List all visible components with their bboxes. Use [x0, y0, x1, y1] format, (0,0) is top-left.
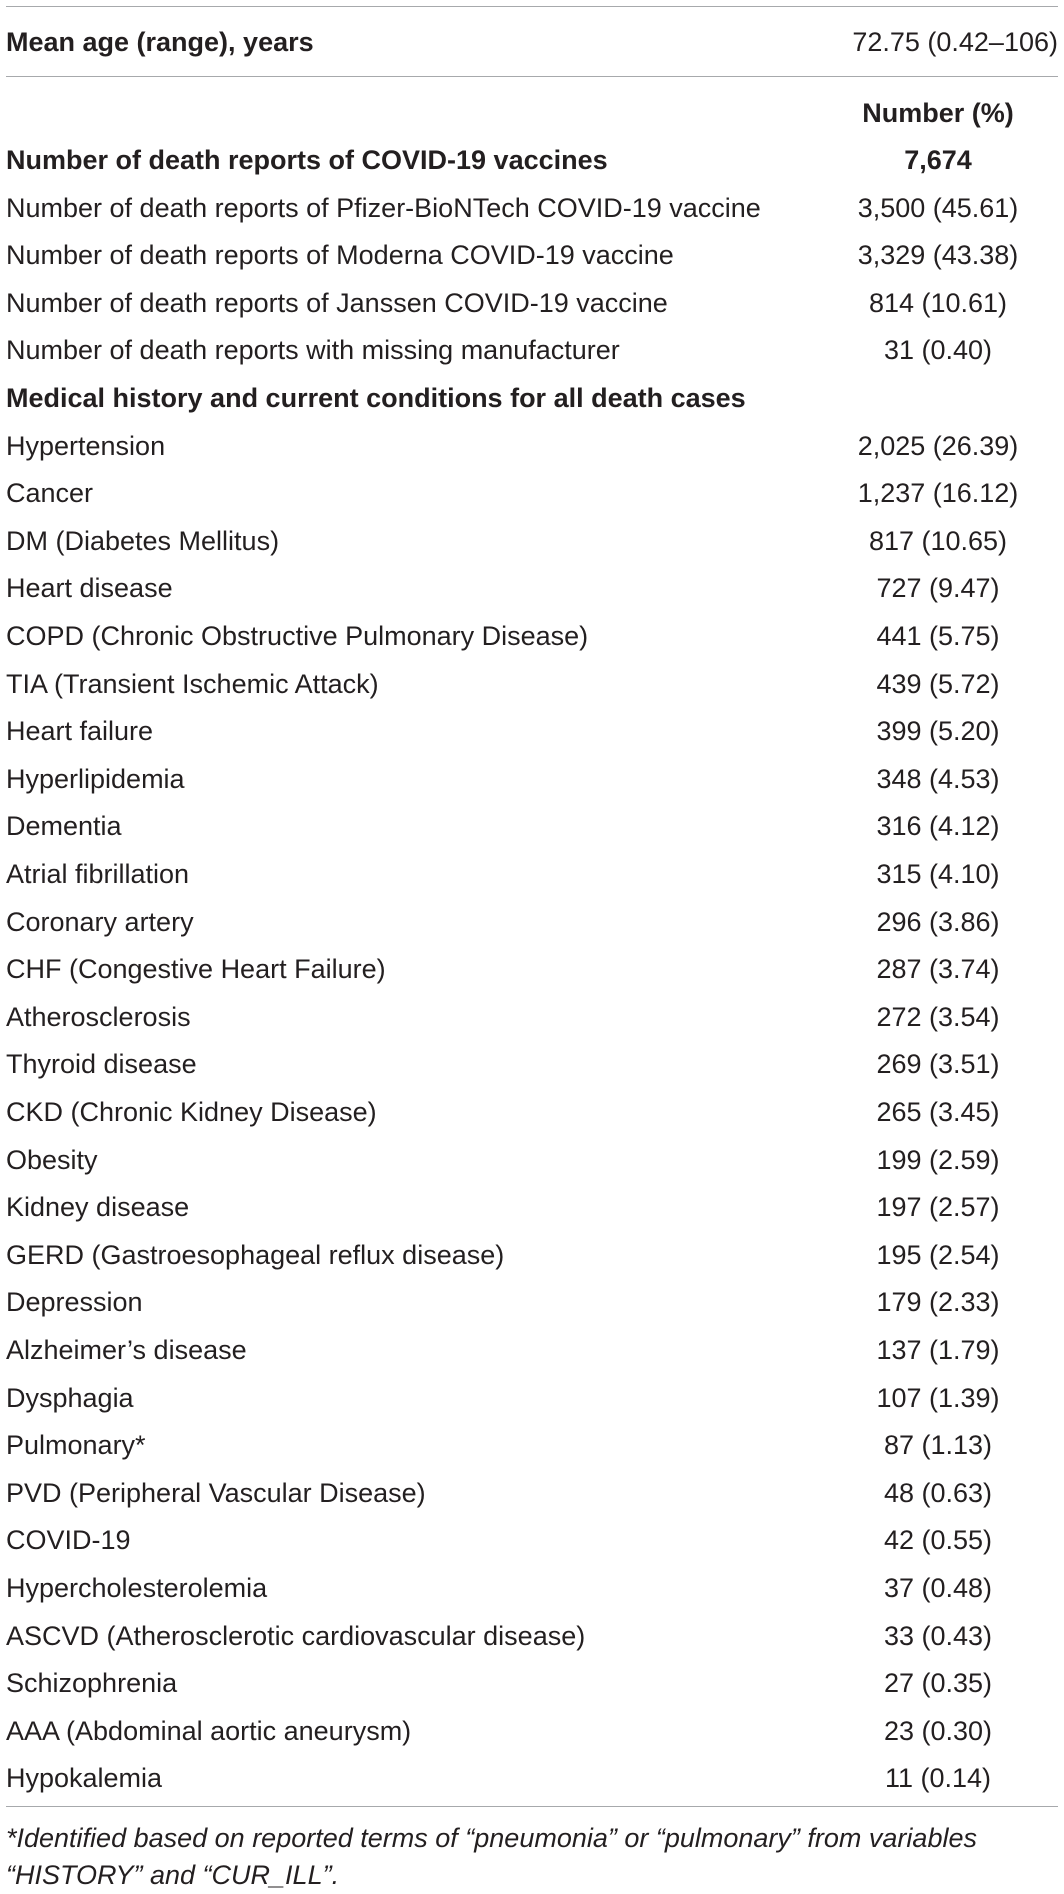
- row-label: COVID-19: [6, 1524, 131, 1555]
- row-value: 197 (2.57): [876, 1191, 1000, 1222]
- row-value: 315 (4.10): [876, 858, 1000, 889]
- table-row: [6, 1380, 1058, 1416]
- row-label: Dementia: [6, 810, 122, 841]
- table-row: [6, 618, 1058, 654]
- table-row: [6, 190, 1058, 226]
- row-label: Number of death reports of COVID-19 vaccines: [6, 144, 608, 175]
- table-row: [6, 1046, 1058, 1082]
- row-label: CKD (Chronic Kidney Disease): [6, 1096, 377, 1127]
- row-value: 3,500 (45.61): [857, 192, 1019, 223]
- column-header-row: [6, 95, 1058, 131]
- table-row: [6, 1570, 1058, 1606]
- row-value: 3,329 (43.38): [857, 239, 1019, 270]
- row-label: Atrial fibrillation: [6, 858, 190, 889]
- table-row: [6, 285, 1058, 321]
- table-row: [6, 1713, 1058, 1749]
- row-value: 37 (0.48): [883, 1572, 993, 1603]
- row-label: Pulmonary*: [6, 1429, 146, 1460]
- row-value: 7,674: [904, 144, 972, 175]
- row-value: 23 (0.30): [883, 1715, 993, 1746]
- table-row: [6, 1332, 1058, 1368]
- table-row: [6, 761, 1058, 797]
- row-label: Alzheimer’s disease: [6, 1334, 247, 1365]
- bottom-rule: [6, 1806, 1058, 1807]
- row-label: Heart disease: [6, 572, 173, 603]
- row-label: Coronary artery: [6, 906, 194, 937]
- row-label: Schizophrenia: [6, 1667, 178, 1698]
- table-row: [6, 951, 1058, 987]
- row-value: 399 (5.20): [876, 715, 1000, 746]
- row-label: CHF (Congestive Heart Failure): [6, 953, 386, 984]
- table-row: [6, 808, 1058, 844]
- row-label: Hypokalemia: [6, 1762, 163, 1793]
- row-value: 296 (3.86): [876, 906, 1000, 937]
- row-label: Number of death reports of Moderna COVID-19 vaccine: [6, 239, 674, 270]
- table-row: [6, 1284, 1058, 1320]
- table-row: [6, 1522, 1058, 1558]
- row-value: 199 (2.59): [876, 1144, 1000, 1175]
- row-label: Number of death reports of Janssen COVID-19 vaccine: [6, 287, 668, 318]
- row-label: Hyperlipidemia: [6, 763, 185, 794]
- mean-age-label: Mean age (range), years: [6, 26, 314, 57]
- table-row: [6, 999, 1058, 1035]
- row-value: 348 (4.53): [876, 763, 1000, 794]
- table-row: [6, 523, 1058, 559]
- row-value: 272 (3.54): [876, 1001, 1000, 1032]
- row-value: 179 (2.33): [876, 1286, 1000, 1317]
- column-header-number: Number (%): [862, 97, 1014, 128]
- row-label: Number of death reports with missing manufacturer: [6, 334, 620, 365]
- table-row: [6, 856, 1058, 892]
- row-value: 316 (4.12): [876, 810, 1000, 841]
- mean-age-row: [6, 24, 1058, 60]
- row-value: 441 (5.75): [876, 620, 1000, 651]
- row-label: Thyroid disease: [6, 1048, 197, 1079]
- row-value: 727 (9.47): [876, 572, 1000, 603]
- table-row: [6, 713, 1058, 749]
- table-row: [6, 1760, 1058, 1796]
- table-row: [6, 1237, 1058, 1273]
- table-row: [6, 1475, 1058, 1511]
- row-value: 287 (3.74): [876, 953, 1000, 984]
- row-label: COPD (Chronic Obstructive Pulmonary Disease): [6, 620, 589, 651]
- row-label: Hypercholesterolemia: [6, 1572, 268, 1603]
- row-value: 11 (0.14): [884, 1762, 992, 1793]
- row-value: 439 (5.72): [876, 668, 1000, 699]
- row-value: 42 (0.55): [883, 1524, 993, 1555]
- row-label: Medical history and current conditions for all death cases: [6, 382, 746, 413]
- row-value: 27 (0.35): [883, 1667, 993, 1698]
- row-label: Obesity: [6, 1144, 98, 1175]
- table-row: [6, 1618, 1058, 1654]
- row-value: 265 (3.45): [876, 1096, 1000, 1127]
- top-rule: [6, 6, 1058, 7]
- table-row: [6, 1665, 1058, 1701]
- table-row: [6, 428, 1058, 464]
- table-row: [6, 380, 1058, 416]
- row-label: Depression: [6, 1286, 143, 1317]
- row-label: Cancer: [6, 477, 94, 508]
- row-value: 48 (0.63): [883, 1477, 993, 1508]
- table-row: [6, 1094, 1058, 1130]
- row-label: ASCVD (Atherosclerotic cardiovascular disease): [6, 1620, 586, 1651]
- row-label: DM (Diabetes Mellitus): [6, 525, 280, 556]
- row-value: 814 (10.61): [868, 287, 1008, 318]
- row-value: 195 (2.54): [876, 1239, 1000, 1270]
- table-row: [6, 904, 1058, 940]
- table-row: [6, 1427, 1058, 1463]
- row-value: 33 (0.43): [883, 1620, 993, 1651]
- mean-age-value: 72.75 (0.42–106): [852, 26, 1058, 57]
- row-label: Kidney disease: [6, 1191, 190, 1222]
- row-value: 269 (3.51): [876, 1048, 1000, 1079]
- row-value: 107 (1.39): [876, 1382, 1000, 1413]
- row-label: AAA (Abdominal aortic aneurysm): [6, 1715, 412, 1746]
- table-row: [6, 1142, 1058, 1178]
- row-value: 1,237 (16.12): [857, 477, 1019, 508]
- row-label: PVD (Peripheral Vascular Disease): [6, 1477, 426, 1508]
- row-label: Hypertension: [6, 430, 166, 461]
- row-label: TIA (Transient Ischemic Attack): [6, 668, 379, 699]
- table-footnote: *Identified based on reported terms of “pneumonia” or “pulmonary” from variables “HISTORY” and “CUR_ILL”.: [6, 1823, 977, 1890]
- row-label: GERD (Gastroesophageal reflux disease): [6, 1239, 505, 1270]
- row-label: Atherosclerosis: [6, 1001, 191, 1032]
- row-value: 137 (1.79): [876, 1334, 1000, 1365]
- mean-age-rule: [6, 76, 1058, 77]
- table-row: [6, 570, 1058, 606]
- table-row: [6, 1189, 1058, 1225]
- row-label: Heart failure: [6, 715, 154, 746]
- row-label: Dysphagia: [6, 1382, 134, 1413]
- table-row: [6, 666, 1058, 702]
- row-value: 31 (0.40): [883, 334, 993, 365]
- row-value: 87 (1.13): [883, 1429, 993, 1460]
- row-value: 2,025 (26.39): [857, 430, 1019, 461]
- row-value: 817 (10.65): [868, 525, 1008, 556]
- table-row: [6, 332, 1058, 368]
- row-label: Number of death reports of Pfizer-BioNTech COVID-19 vaccine: [6, 192, 761, 223]
- table-row: [6, 142, 1058, 178]
- table-row: [6, 237, 1058, 273]
- table-row: [6, 475, 1058, 511]
